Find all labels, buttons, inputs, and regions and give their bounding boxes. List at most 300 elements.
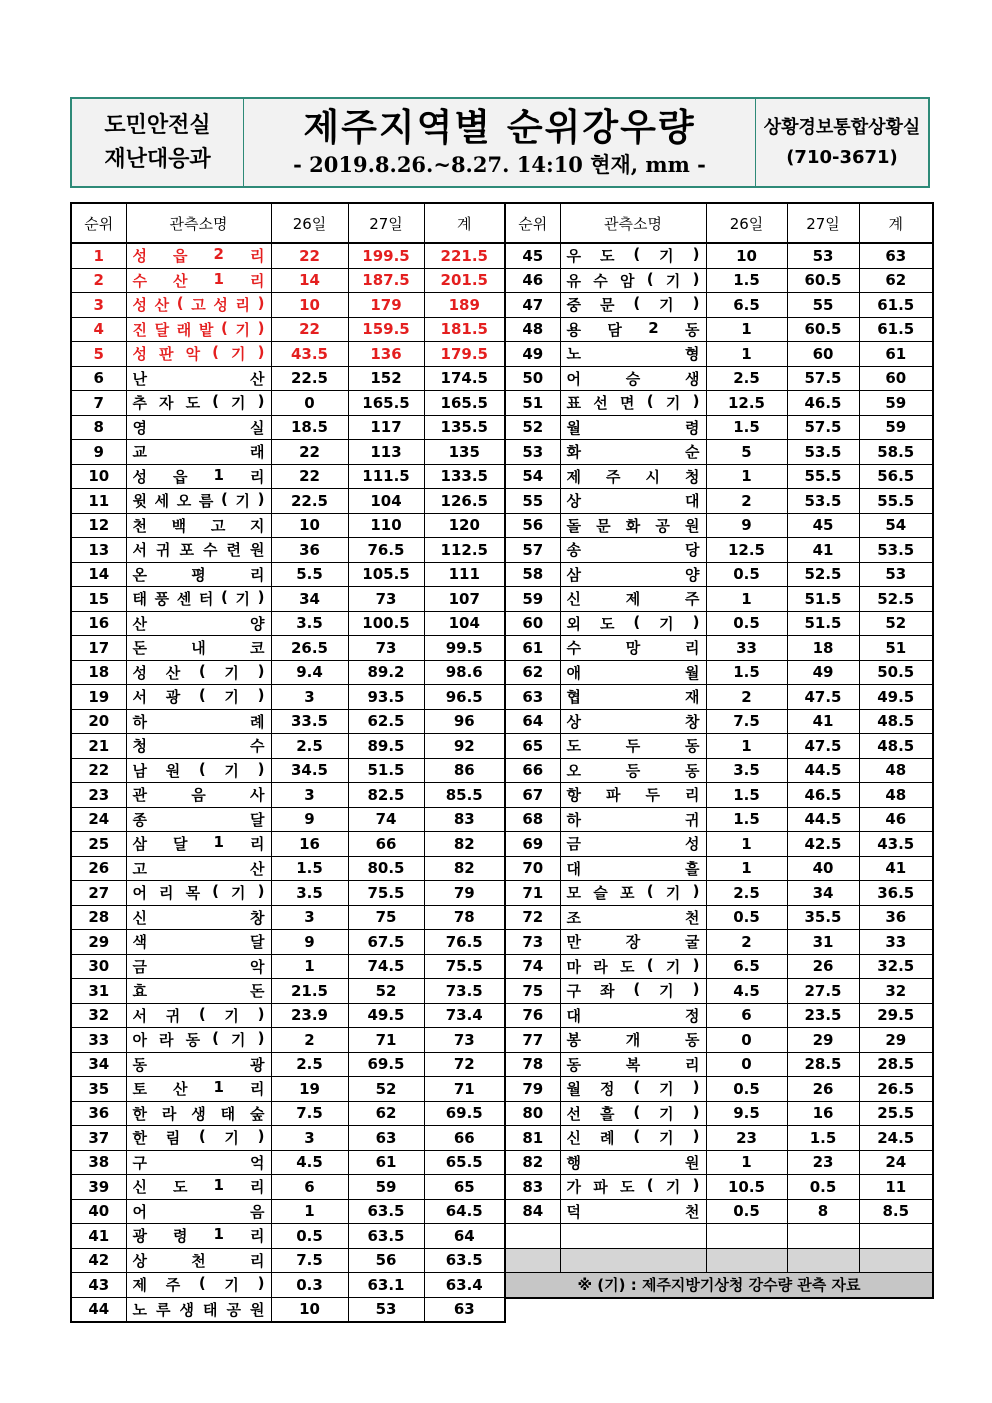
total-rain-cell: 75.5 [424, 954, 505, 979]
day26-rain-cell: 10 [706, 243, 787, 268]
table-row [71, 366, 505, 391]
rank-cell: 13 [71, 538, 126, 563]
station-name-text: 도 두 동 [566, 737, 700, 756]
station-name-text: 영 실 [132, 418, 265, 437]
station-name-text: 신 창 [132, 908, 265, 927]
station-name-text: 하 귀 [566, 810, 700, 829]
day26-rain-cell: 4.5 [706, 979, 787, 1004]
note-row [505, 1273, 933, 1298]
col-day27-header: 27일 [787, 203, 859, 243]
day27-rain-cell: 60.5 [787, 317, 859, 342]
day27-rain-cell: 63.5 [348, 1199, 424, 1224]
day26-rain-cell: 1.5 [706, 807, 787, 832]
rank-cell: 43 [71, 1273, 126, 1298]
day27-rain-cell: 110 [348, 513, 424, 538]
day26-rain-cell: 4.5 [271, 1150, 348, 1175]
station-name-cell [126, 317, 271, 342]
station-name-cell [560, 268, 706, 293]
station-name-text: 제 주 시 청 [566, 467, 700, 486]
day26-rain-cell: 14 [271, 268, 348, 293]
table-row [505, 1028, 933, 1053]
rank-cell: 47 [505, 293, 560, 318]
day27-rain-cell: 63.1 [348, 1273, 424, 1298]
col-day26-header: 26일 [271, 203, 348, 243]
station-name-cell [126, 1077, 271, 1102]
table-row [505, 881, 933, 906]
rank-cell: 17 [71, 636, 126, 661]
station-name-cell [126, 243, 271, 268]
table-row [71, 905, 505, 930]
rank-cell: 58 [505, 562, 560, 587]
day27-rain-cell: 63 [348, 1126, 424, 1151]
station-name-text: 항 파 두 리 [566, 786, 700, 805]
table-row [71, 538, 505, 563]
station-name-text: 어 음 [132, 1202, 265, 1221]
day26-rain-cell: 2.5 [271, 734, 348, 759]
rank-cell: 33 [71, 1028, 126, 1053]
table-row [71, 489, 505, 514]
day27-rain-cell: 0.5 [787, 1175, 859, 1200]
station-name-text: 성 판 악 ( 기 ) [132, 343, 265, 364]
rank-cell: 36 [71, 1101, 126, 1126]
station-name-text: 오 등 동 [566, 761, 700, 780]
station-name-cell [126, 1101, 271, 1126]
table-row [71, 293, 505, 318]
station-name-text: 동 복 리 [566, 1055, 700, 1074]
station-name-cell [126, 954, 271, 979]
station-name-cell [126, 1052, 271, 1077]
table-row [505, 905, 933, 930]
station-name-text: 금 악 [132, 957, 265, 976]
day27-rain-cell: 16 [787, 1101, 859, 1126]
table-row [71, 856, 505, 881]
total-rain-cell: 33 [859, 930, 933, 955]
station-name-text: 신 제 주 [566, 590, 700, 609]
station-name-cell [126, 489, 271, 514]
table-row [71, 464, 505, 489]
title-box [244, 99, 755, 186]
day27-rain-cell: 51.5 [787, 611, 859, 636]
station-name-text: 천 백 고 지 [132, 516, 265, 535]
station-name-text: 성 산 ( 기 ) [132, 661, 265, 682]
day27-rain-cell: 117 [348, 415, 424, 440]
rank-cell: 30 [71, 954, 126, 979]
station-name-cell [126, 636, 271, 661]
day27-rain-cell: 41 [787, 709, 859, 734]
empty-cell [706, 1224, 787, 1249]
day27-rain-cell: 23 [787, 1150, 859, 1175]
day26-rain-cell: 22 [271, 243, 348, 268]
day27-rain-cell: 74.5 [348, 954, 424, 979]
table-row [505, 464, 933, 489]
day26-rain-cell: 3 [271, 1126, 348, 1151]
total-rain-cell: 25.5 [859, 1101, 933, 1126]
station-name-text: 제 주 ( 기 ) [132, 1274, 265, 1295]
day27-rain-cell: 74 [348, 807, 424, 832]
day26-rain-cell: 26.5 [271, 636, 348, 661]
station-name-cell [126, 758, 271, 783]
station-name-text: 봉 개 동 [566, 1031, 700, 1050]
day26-rain-cell: 1 [706, 317, 787, 342]
table-row [71, 587, 505, 612]
station-name-cell [126, 1003, 271, 1028]
day27-rain-cell: 28.5 [787, 1052, 859, 1077]
station-name-text: 화 순 [566, 443, 700, 462]
station-name-text: 노 형 [566, 345, 700, 364]
day26-rain-cell: 18.5 [271, 415, 348, 440]
day27-rain-cell: 187.5 [348, 268, 424, 293]
rank-cell: 38 [71, 1150, 126, 1175]
rank-cell: 4 [71, 317, 126, 342]
rank-cell: 41 [71, 1224, 126, 1249]
day27-rain-cell: 34 [787, 881, 859, 906]
table-row [505, 415, 933, 440]
table-row [505, 930, 933, 955]
day27-rain-cell: 165.5 [348, 391, 424, 416]
day26-rain-cell: 1 [706, 1150, 787, 1175]
day26-rain-cell: 0.5 [706, 905, 787, 930]
department-box [72, 99, 244, 186]
station-name-cell [560, 538, 706, 563]
day26-rain-cell: 0.5 [706, 1077, 787, 1102]
day26-rain-cell: 19 [271, 1077, 348, 1102]
rank-cell: 19 [71, 685, 126, 710]
day27-rain-cell: 45 [787, 513, 859, 538]
station-name-cell [560, 415, 706, 440]
station-name-cell [560, 562, 706, 587]
total-rain-cell: 61.5 [859, 293, 933, 318]
day26-rain-cell: 21.5 [271, 979, 348, 1004]
day26-rain-cell: 0.5 [706, 1199, 787, 1224]
day27-rain-cell: 26 [787, 954, 859, 979]
table-row [71, 1101, 505, 1126]
rank-cell: 11 [71, 489, 126, 514]
office-name: 상황경보통합상황실 [763, 116, 921, 138]
report-title: 제주지역별 순위강우량 [303, 105, 696, 149]
station-name-cell [126, 1224, 271, 1249]
station-name-cell [560, 979, 706, 1004]
table-row [71, 1028, 505, 1053]
day26-rain-cell: 34 [271, 587, 348, 612]
station-name-text: 서 광 ( 기 ) [132, 686, 265, 707]
rank-cell: 73 [505, 930, 560, 955]
day26-rain-cell: 5.5 [271, 562, 348, 587]
day26-rain-cell: 1 [706, 587, 787, 612]
day26-rain-cell: 34.5 [271, 758, 348, 783]
rank-cell: 42 [71, 1248, 126, 1273]
total-rain-cell: 96.5 [424, 685, 505, 710]
station-name-text: 서 귀 포 수 련 원 [132, 541, 265, 560]
table-row [505, 685, 933, 710]
station-name-text: 어 리 목 ( 기 ) [132, 882, 265, 903]
table-row [505, 807, 933, 832]
station-name-text: 성 산 ( 고 성 리 ) [132, 294, 265, 315]
rank-cell: 20 [71, 709, 126, 734]
rank-cell: 67 [505, 783, 560, 808]
total-rain-cell: 41 [859, 856, 933, 881]
day27-rain-cell: 52 [348, 979, 424, 1004]
station-name-cell [126, 1028, 271, 1053]
station-name-text: 수 산 1 리 [132, 269, 265, 290]
empty-cell [859, 1224, 933, 1249]
blank-row [505, 1224, 933, 1249]
station-name-cell [126, 660, 271, 685]
total-rain-cell: 11 [859, 1175, 933, 1200]
day27-rain-cell: 55.5 [787, 464, 859, 489]
day26-rain-cell: 22.5 [271, 366, 348, 391]
station-name-text: 유 수 암 ( 기 ) [566, 269, 700, 290]
report-subtitle: - 2019.8.26.~8.27. 14:10 현재, mm - [293, 151, 706, 177]
total-rain-cell: 63 [424, 1297, 505, 1322]
day27-rain-cell: 26 [787, 1077, 859, 1102]
station-name-text: 금 성 [566, 835, 700, 854]
rank-cell: 14 [71, 562, 126, 587]
rank-cell: 21 [71, 734, 126, 759]
table-row [71, 1273, 505, 1298]
col-day27-header: 27일 [348, 203, 424, 243]
table-row [71, 317, 505, 342]
table-row [71, 881, 505, 906]
rank-cell: 12 [71, 513, 126, 538]
day26-rain-cell: 9 [271, 930, 348, 955]
station-name-cell [126, 1273, 271, 1298]
total-rain-cell: 63.4 [424, 1273, 505, 1298]
station-name-text: 신 례 ( 기 ) [566, 1127, 700, 1148]
station-name-cell [126, 709, 271, 734]
table-row [71, 1052, 505, 1077]
day27-rain-cell: 67.5 [348, 930, 424, 955]
total-rain-cell: 32.5 [859, 954, 933, 979]
station-name-cell [560, 1199, 706, 1224]
total-rain-cell: 48 [859, 758, 933, 783]
station-name-text: 산 양 [132, 614, 265, 633]
rank-cell: 1 [71, 243, 126, 268]
total-rain-cell: 72 [424, 1052, 505, 1077]
table-row [71, 243, 505, 268]
table-row [505, 832, 933, 857]
rank-cell: 56 [505, 513, 560, 538]
day27-rain-cell: 55 [787, 293, 859, 318]
station-name-text: 성 읍 1 리 [132, 465, 265, 486]
shaded-cell [560, 1248, 706, 1273]
rank-cell: 7 [71, 391, 126, 416]
day27-rain-cell: 73 [348, 587, 424, 612]
rank-cell: 69 [505, 832, 560, 857]
station-name-text: 성 읍 2 리 [132, 245, 265, 266]
station-name-cell [560, 391, 706, 416]
col-total-header: 계 [424, 203, 505, 243]
day26-rain-cell: 0.3 [271, 1273, 348, 1298]
table-row [71, 1150, 505, 1175]
day27-rain-cell: 63.5 [348, 1224, 424, 1249]
day27-rain-cell: 49.5 [348, 1003, 424, 1028]
day26-rain-cell: 3 [271, 783, 348, 808]
total-rain-cell: 133.5 [424, 464, 505, 489]
station-name-text: 우 도 ( 기 ) [566, 245, 700, 266]
day27-rain-cell: 31 [787, 930, 859, 955]
total-rain-cell: 86 [424, 758, 505, 783]
day26-rain-cell: 23 [706, 1126, 787, 1151]
day26-rain-cell: 2 [706, 685, 787, 710]
rank-cell: 37 [71, 1126, 126, 1151]
day26-rain-cell: 22.5 [271, 489, 348, 514]
table-row [505, 562, 933, 587]
rainfall-table-right [504, 202, 934, 1299]
table-row [71, 440, 505, 465]
day26-rain-cell: 1 [706, 832, 787, 857]
station-name-cell [126, 1126, 271, 1151]
total-rain-cell: 174.5 [424, 366, 505, 391]
day26-rain-cell: 2 [271, 1028, 348, 1053]
day26-rain-cell: 7.5 [271, 1248, 348, 1273]
station-name-cell [126, 1150, 271, 1175]
station-name-text: 선 흘 ( 기 ) [566, 1102, 700, 1123]
table-row [71, 562, 505, 587]
total-rain-cell: 64.5 [424, 1199, 505, 1224]
station-name-cell [560, 342, 706, 367]
day26-rain-cell: 3.5 [271, 881, 348, 906]
day27-rain-cell: 35.5 [787, 905, 859, 930]
station-name-cell [560, 293, 706, 318]
table-row [71, 268, 505, 293]
day26-rain-cell: 9 [706, 513, 787, 538]
day26-rain-cell: 9.4 [271, 660, 348, 685]
day26-rain-cell: 10 [271, 513, 348, 538]
rank-cell: 62 [505, 660, 560, 685]
col-rank-header: 순위 [71, 203, 126, 243]
day26-rain-cell: 33.5 [271, 709, 348, 734]
rank-cell: 28 [71, 905, 126, 930]
table-row [505, 783, 933, 808]
rank-cell: 53 [505, 440, 560, 465]
total-rain-cell: 181.5 [424, 317, 505, 342]
station-name-cell [126, 1248, 271, 1273]
day27-rain-cell: 159.5 [348, 317, 424, 342]
total-rain-cell: 56.5 [859, 464, 933, 489]
footnote: ※ (기) : 제주지방기상청 강수량 관측 자료 [505, 1273, 933, 1298]
station-name-cell [126, 856, 271, 881]
rank-cell: 34 [71, 1052, 126, 1077]
rank-cell: 8 [71, 415, 126, 440]
rank-cell: 82 [505, 1150, 560, 1175]
day27-rain-cell: 152 [348, 366, 424, 391]
total-rain-cell: 48.5 [859, 709, 933, 734]
rank-cell: 84 [505, 1199, 560, 1224]
office-phone: (710-3671) [786, 146, 898, 168]
day27-rain-cell: 44.5 [787, 807, 859, 832]
rank-cell: 52 [505, 415, 560, 440]
table-row [71, 513, 505, 538]
rank-cell: 48 [505, 317, 560, 342]
total-rain-cell: 78 [424, 905, 505, 930]
station-name-cell [126, 464, 271, 489]
report-header [70, 97, 930, 188]
rank-cell: 57 [505, 538, 560, 563]
total-rain-cell: 53.5 [859, 538, 933, 563]
day27-rain-cell: 56 [348, 1248, 424, 1273]
total-rain-cell: 26.5 [859, 1077, 933, 1102]
station-name-text: 고 산 [132, 859, 265, 878]
day26-rain-cell: 16 [271, 832, 348, 857]
station-name-cell [560, 1101, 706, 1126]
total-rain-cell: 107 [424, 587, 505, 612]
total-rain-cell: 32 [859, 979, 933, 1004]
station-name-cell [560, 464, 706, 489]
station-name-text: 서 귀 ( 기 ) [132, 1004, 265, 1025]
rank-cell: 26 [71, 856, 126, 881]
table-row [505, 954, 933, 979]
table-row [505, 1150, 933, 1175]
station-name-cell [126, 832, 271, 857]
rank-cell: 50 [505, 366, 560, 391]
station-name-cell [560, 758, 706, 783]
total-rain-cell: 201.5 [424, 268, 505, 293]
station-name-text: 삼 달 1 리 [132, 833, 265, 854]
table-row [71, 709, 505, 734]
day26-rain-cell: 0.5 [706, 611, 787, 636]
rank-cell: 61 [505, 636, 560, 661]
station-name-text: 삼 양 [566, 565, 700, 584]
table-row [505, 1199, 933, 1224]
station-name-text: 태 풍 센 터 ( 기 ) [132, 588, 265, 609]
rank-cell: 6 [71, 366, 126, 391]
day26-rain-cell: 6 [706, 1003, 787, 1028]
rank-cell: 80 [505, 1101, 560, 1126]
total-rain-cell: 126.5 [424, 489, 505, 514]
rank-cell: 77 [505, 1028, 560, 1053]
rank-cell: 74 [505, 954, 560, 979]
rank-cell: 35 [71, 1077, 126, 1102]
day26-rain-cell: 1.5 [706, 660, 787, 685]
total-rain-cell: 135 [424, 440, 505, 465]
total-rain-cell: 55.5 [859, 489, 933, 514]
day26-rain-cell: 1.5 [706, 783, 787, 808]
total-rain-cell: 54 [859, 513, 933, 538]
day27-rain-cell: 62.5 [348, 709, 424, 734]
station-name-cell [126, 979, 271, 1004]
total-rain-cell: 71 [424, 1077, 505, 1102]
station-name-cell [126, 881, 271, 906]
station-name-text: 중 문 ( 기 ) [566, 294, 700, 315]
rank-cell: 66 [505, 758, 560, 783]
day27-rain-cell: 8 [787, 1199, 859, 1224]
rank-cell: 59 [505, 587, 560, 612]
day27-rain-cell: 89.2 [348, 660, 424, 685]
day27-rain-cell: 89.5 [348, 734, 424, 759]
total-rain-cell: 165.5 [424, 391, 505, 416]
table-row [505, 734, 933, 759]
station-name-cell [126, 783, 271, 808]
total-rain-cell: 92 [424, 734, 505, 759]
rank-cell: 44 [71, 1297, 126, 1322]
day27-rain-cell: 1.5 [787, 1126, 859, 1151]
day27-rain-cell: 49 [787, 660, 859, 685]
total-rain-cell: 111 [424, 562, 505, 587]
station-name-cell [560, 611, 706, 636]
rank-cell: 9 [71, 440, 126, 465]
table-row [71, 734, 505, 759]
station-name-cell [560, 1150, 706, 1175]
station-name-cell [126, 611, 271, 636]
table-row [71, 660, 505, 685]
table-row [71, 1126, 505, 1151]
station-name-cell [126, 342, 271, 367]
total-rain-cell: 82 [424, 832, 505, 857]
station-name-cell [126, 1175, 271, 1200]
station-name-cell [560, 636, 706, 661]
day26-rain-cell: 9.5 [706, 1101, 787, 1126]
station-name-text: 상 천 리 [132, 1251, 265, 1270]
